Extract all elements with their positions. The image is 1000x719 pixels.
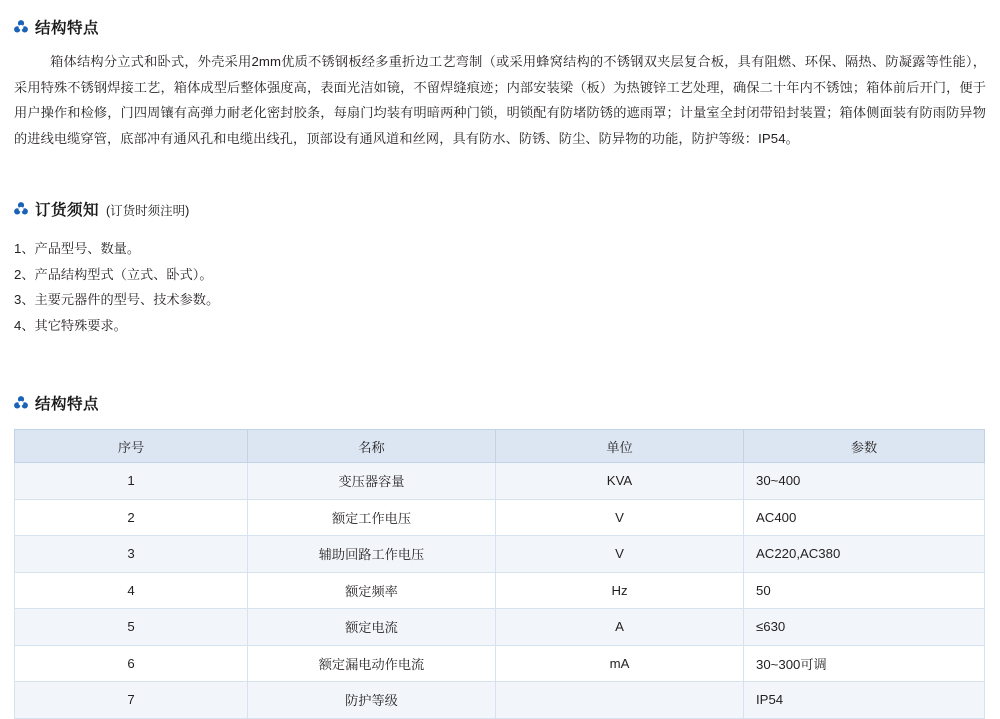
cell-parameter: ≤630 bbox=[744, 609, 985, 646]
section-structure bbox=[14, 16, 986, 151]
column-header-index: 序号 bbox=[15, 430, 248, 463]
cell-index: 2 bbox=[15, 499, 248, 536]
table-row bbox=[15, 572, 985, 609]
section-ordering-title: 订货须知 bbox=[35, 202, 100, 219]
table-row bbox=[15, 536, 985, 573]
flower-bullet-icon bbox=[14, 202, 28, 216]
cell-index: 5 bbox=[15, 609, 248, 646]
table-row bbox=[15, 609, 985, 646]
table-row bbox=[15, 645, 985, 682]
list-item: 1、产品型号、数量。 bbox=[14, 241, 141, 256]
flower-bullet-icon bbox=[14, 20, 28, 34]
column-header-unit: 单位 bbox=[496, 430, 744, 463]
cell-unit: KVA bbox=[496, 463, 744, 500]
cell-parameter: 30~400 bbox=[744, 463, 985, 500]
cell-index: 1 bbox=[15, 463, 248, 500]
section-specs bbox=[14, 392, 986, 719]
cell-parameter: 50 bbox=[744, 572, 985, 609]
cell-name: 额定电流 bbox=[248, 609, 496, 646]
table-row bbox=[15, 499, 985, 536]
section-specs-heading bbox=[14, 392, 986, 414]
section-structure-paragraph bbox=[14, 49, 986, 151]
section-structure-title: 结构特点 bbox=[35, 20, 100, 37]
flower-bullet-icon bbox=[14, 396, 28, 410]
table-row bbox=[15, 463, 985, 500]
cell-parameter: IP54 bbox=[744, 682, 985, 719]
cell-unit: mA bbox=[496, 645, 744, 682]
cell-parameter: 30~300可调 bbox=[744, 645, 985, 682]
table-header-row bbox=[15, 430, 985, 463]
specifications-table bbox=[14, 429, 985, 719]
section-ordering bbox=[14, 198, 986, 338]
section-specs-title: 结构特点 bbox=[35, 396, 100, 413]
cell-index: 4 bbox=[15, 572, 248, 609]
table-row bbox=[15, 682, 985, 719]
cell-index: 6 bbox=[15, 645, 248, 682]
cell-name: 辅助回路工作电压 bbox=[248, 536, 496, 573]
cell-name: 变压器容量 bbox=[248, 463, 496, 500]
list-item: 2、产品结构型式（立式、卧式）。 bbox=[14, 266, 213, 282]
list-item: 3、主要元器件的型号、技术参数。 bbox=[14, 292, 220, 307]
cell-unit: A bbox=[496, 609, 744, 646]
cell-unit: V bbox=[496, 499, 744, 536]
cell-index: 3 bbox=[15, 536, 248, 573]
column-header-name: 名称 bbox=[248, 430, 496, 463]
column-header-parameter: 参数 bbox=[744, 430, 985, 463]
cell-parameter: AC400 bbox=[744, 499, 985, 536]
cell-name: 额定漏电动作电流 bbox=[248, 645, 496, 682]
cell-index: 7 bbox=[15, 682, 248, 719]
section-ordering-heading bbox=[14, 198, 986, 220]
cell-name: 额定频率 bbox=[248, 572, 496, 609]
cell-name: 额定工作电压 bbox=[248, 499, 496, 536]
section-structure-heading bbox=[14, 16, 986, 38]
cell-unit: Hz bbox=[496, 572, 744, 609]
paragraph-text: 箱体结构分立式和卧式，外壳采用2mm优质不锈钢板经多重折边工艺弯制（或采用蜂窝结构的不锈钢双夹层复合板，具有阻燃、环保、隔热、防凝露等性能），采用特殊不锈钢焊接工艺，箱体成型后整体强度高，表面光洁如镜，不留焊缝痕迹；内部安装梁（板）为热镀锌工艺处理，确保二十年内不锈蚀；箱体前后开门，便于用户操作和检修，门四周镶有高弹力耐老化密封胶条，每扇门均装有明暗两种门锁，明锁配有防堵防锈的遮雨罩；计量室全封闭带铅封装置；箱体侧面装有防雨防异物的进线电缆穿管，底部冲有通风孔和电缆出线孔，顶部设有通风道和丝网，具有防水、防锈、防尘、防异物的功能，防护等级：IP54。 bbox=[14, 54, 986, 146]
cell-name: 防护等级 bbox=[248, 682, 496, 719]
cell-parameter: AC220,AC380 bbox=[744, 536, 985, 573]
cell-unit bbox=[496, 682, 744, 719]
cell-unit: V bbox=[496, 536, 744, 573]
section-ordering-subtitle: (订货时须注明) bbox=[106, 204, 190, 218]
ordering-notice-list bbox=[14, 236, 986, 338]
list-item: 4、其它特殊要求。 bbox=[14, 317, 127, 333]
